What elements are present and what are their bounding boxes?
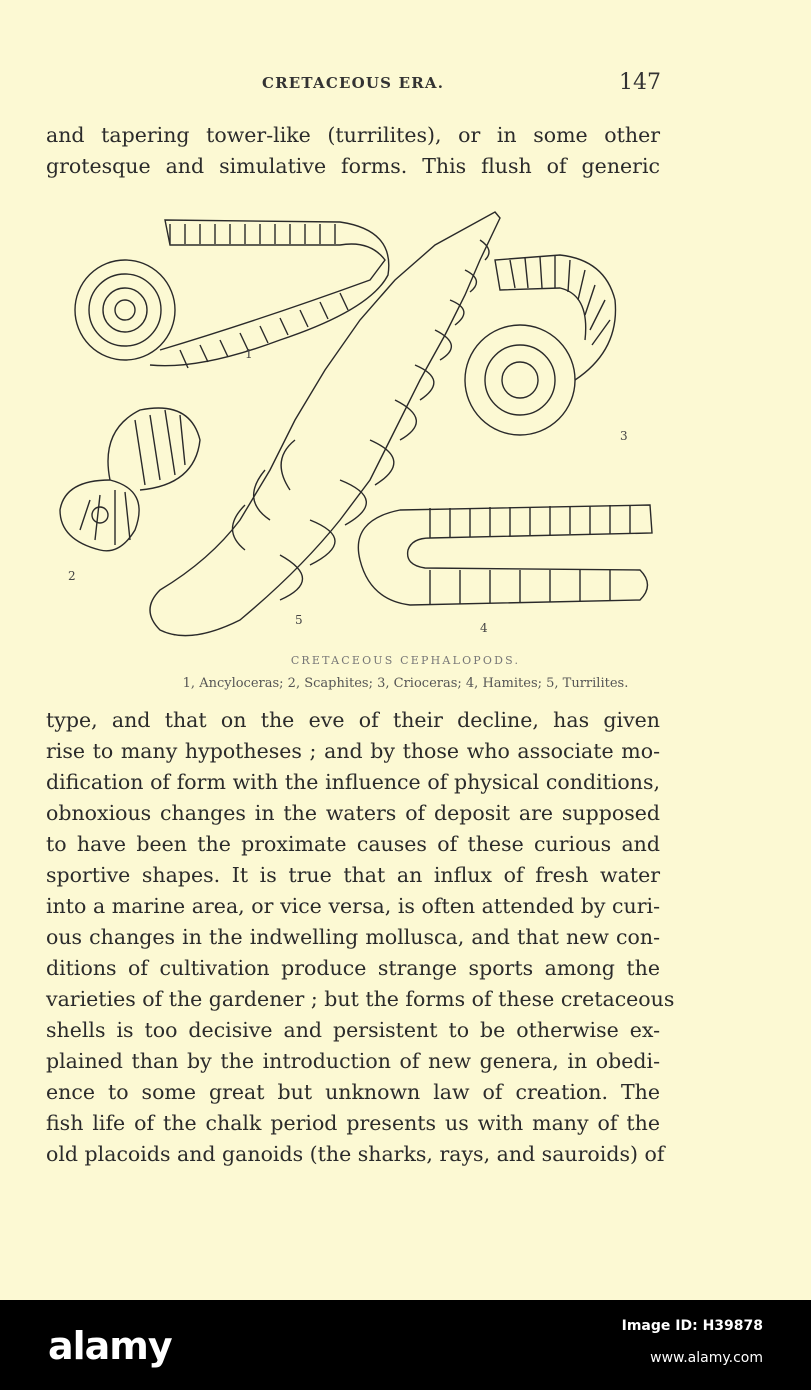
text-bottom bbox=[46, 705, 675, 1170]
text-line: ditions of cultivation produce strange sports among the bbox=[46, 956, 660, 980]
figure-number: 5 bbox=[295, 613, 303, 627]
figure-number: 1 bbox=[245, 347, 253, 361]
turrilites-drawing bbox=[150, 212, 500, 636]
text-line: obnoxious changes in the waters of deposit are supposed bbox=[46, 801, 660, 825]
text-line: type, and that on the eve of their decline, has given bbox=[46, 708, 660, 732]
text-line: ence to some great but unknown law of creation. The bbox=[46, 1080, 660, 1104]
cephalopod-engraving bbox=[40, 200, 670, 650]
text-line: into a marine area, or vice versa, is often attended by curi- bbox=[46, 894, 660, 918]
figure-number: 4 bbox=[480, 621, 488, 635]
crioceras-drawing bbox=[465, 255, 616, 435]
figure-caption: 1, Ancyloceras; 2, Scaphites; 3, Crioceras; 4, Hamites; 5, Turrilites. bbox=[182, 676, 629, 691]
figure-number: 2 bbox=[68, 569, 76, 583]
page-number: 147 bbox=[619, 70, 661, 95]
text-line: shells is too decisive and persistent to be otherwise ex- bbox=[46, 1018, 660, 1042]
figure-caption-title: CRETACEOUS CEPHALOPODS. bbox=[290, 654, 521, 667]
text-line: dification of form with the influence of physical conditions, bbox=[46, 770, 660, 794]
figure-number: 3 bbox=[620, 429, 628, 443]
scaphites-drawing bbox=[60, 408, 200, 551]
watermark-url: www.alamy.com bbox=[650, 1350, 763, 1366]
image-id: Image ID: H39878 bbox=[621, 1318, 763, 1334]
hamites-drawing bbox=[358, 505, 652, 605]
text-line: ous changes in the indwelling mollusca, and that new con- bbox=[46, 925, 660, 949]
text-line: rise to many hypotheses ; and by those who associate mo- bbox=[46, 739, 660, 763]
running-head: CRETACEOUS ERA. bbox=[262, 74, 445, 92]
alamy-logo: alamy bbox=[48, 1324, 172, 1368]
text-line: fish life of the chalk period presents us with many of the bbox=[46, 1111, 660, 1135]
text-line: sportive shapes. It is true that an influx of fresh water bbox=[46, 863, 660, 887]
text-line: varieties of the gardener ; but the forms of these cretaceous bbox=[46, 987, 675, 1011]
text-line: grotesque and simulative forms. This flush of generic bbox=[46, 154, 660, 178]
text-top bbox=[46, 120, 660, 182]
watermark-footer bbox=[0, 1300, 811, 1390]
text-line: and tapering tower-like (turrilites), or in some other bbox=[46, 123, 660, 147]
text-line: to have been the proximate causes of these curious and bbox=[46, 832, 660, 856]
text-line: plained than by the introduction of new genera, in obedi- bbox=[46, 1049, 660, 1073]
text-line: old placoids and ganoids (the sharks, rays, and sauroids) of bbox=[46, 1142, 665, 1166]
